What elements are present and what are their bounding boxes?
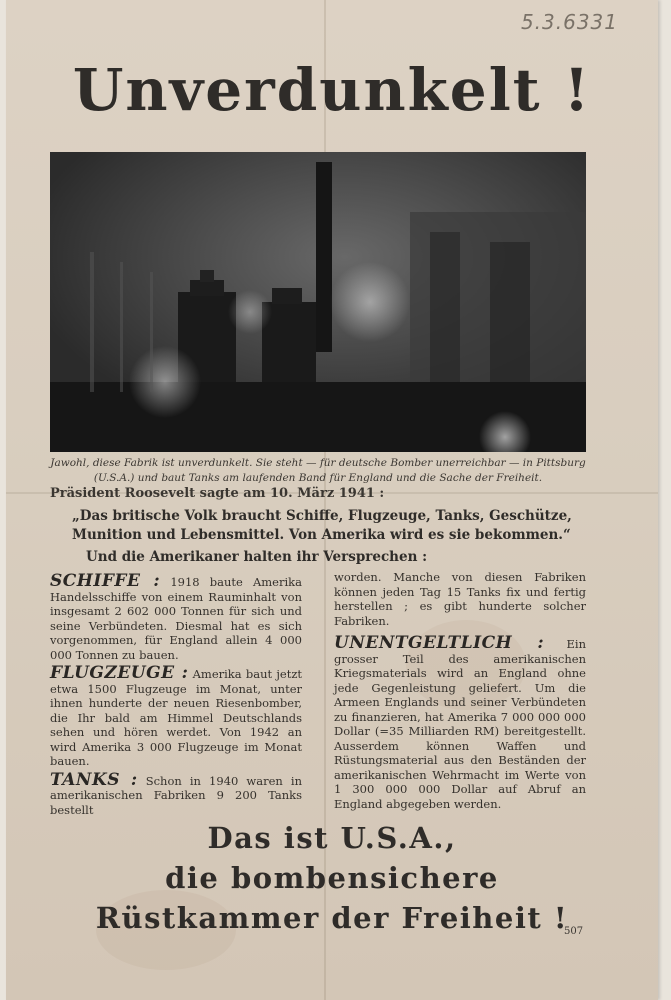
caption-line: (U.S.A.) und baut Tanks am laufenden Band für England und die Sache der Freiheit. — [93, 472, 543, 484]
closing-line: die bombensichere — [165, 861, 499, 895]
headline: Unverdunkelt ! — [72, 56, 592, 124]
closing-line: Rüstkammer der Freiheit ! — [95, 901, 569, 935]
section-tanks — [50, 769, 302, 818]
roosevelt-intro: Präsident Roosevelt sagte am 10. März 1941 : — [50, 486, 385, 501]
section-text: Amerika baut jetzt etwa 1500 Flugzeuge im Monat, unter ihnen hunderte der neuen Riesenbomber, die Ihr bald am Himmel Deutschlands sehen und hören werdet. Von 1942 an wird Amerika 3 000 Flugzeuge im Monat bauen. — [50, 667, 302, 768]
photo-caption — [50, 456, 586, 486]
section-head: UNENTGELTLICH : — [334, 633, 545, 653]
caption-line: Jawohl, diese Fabrik ist unverdunkelt. Sie steht — für deutsche Bomber unerreichbar — in Pittsburg — [50, 457, 586, 469]
section-head: TANKS : — [50, 769, 138, 790]
section-tanks-continued: worden. Manche von diesen Fabriken können jeden Tag 15 Tanks fix und fertig herstellen ; es gibt hunderte solcher Fabriken. — [334, 570, 586, 628]
closing-slogan — [6, 818, 658, 938]
quote-line: „Das britische Volk braucht Schiffe, Flugzeuge, Tanks, Geschütze, — [72, 508, 572, 524]
roosevelt-quote — [72, 507, 602, 545]
closing-line: Das ist U.S.A., — [207, 821, 457, 855]
section-schiffe — [50, 571, 302, 662]
leaflet-code: 507 — [564, 926, 584, 937]
right-column — [334, 570, 586, 815]
leaflet-sheet — [6, 0, 658, 1000]
section-flugzeuge — [50, 663, 302, 769]
archive-number: 5.3.6331 — [520, 10, 618, 34]
section-head: FLUGZEUGE : — [50, 663, 189, 683]
promise-line: Und die Amerikaner halten ihr Versprechen : — [86, 549, 428, 565]
section-text: Schon in 1940 waren in amerikanischen Fabriken 9 200 Tanks bestellt — [50, 773, 302, 817]
section-text: Ein grosser Teil des amerikanischen Kriegsmaterials wird an England ohne jede Gegenleistung geliefert. Um die Armeen Englands und seiner Verbündeten zu finanzieren, hat Amerika 7 000 000 000 Dollar (=35 Milliarden RM) bereitgestellt. Ausserdem können Waffen und Rüstungsmaterial aus den Beständen der amerikanischen Wehrmacht im Werte von 1 300 000 000 Dollar auf Abruf an England abgegeben werden. — [334, 637, 586, 811]
factory-at-night-photo — [50, 152, 586, 452]
section-text: 1918 baute Amerika Handelsschiffe von einem Rauminhalt von insgesamt 2 602 000 Tonnen für sich und seine Verbündeten. Diesmal hat es sich vorgenommen, für England allein 4 000 000 Tonnen zu bauen. — [50, 575, 302, 662]
left-column — [50, 571, 302, 821]
quote-line: Munition und Lebensmittel. Von Amerika wird es sie bekommen.“ — [72, 527, 571, 543]
section-unentgeltlich — [334, 633, 586, 811]
section-head: SCHIFFE : — [50, 571, 161, 591]
